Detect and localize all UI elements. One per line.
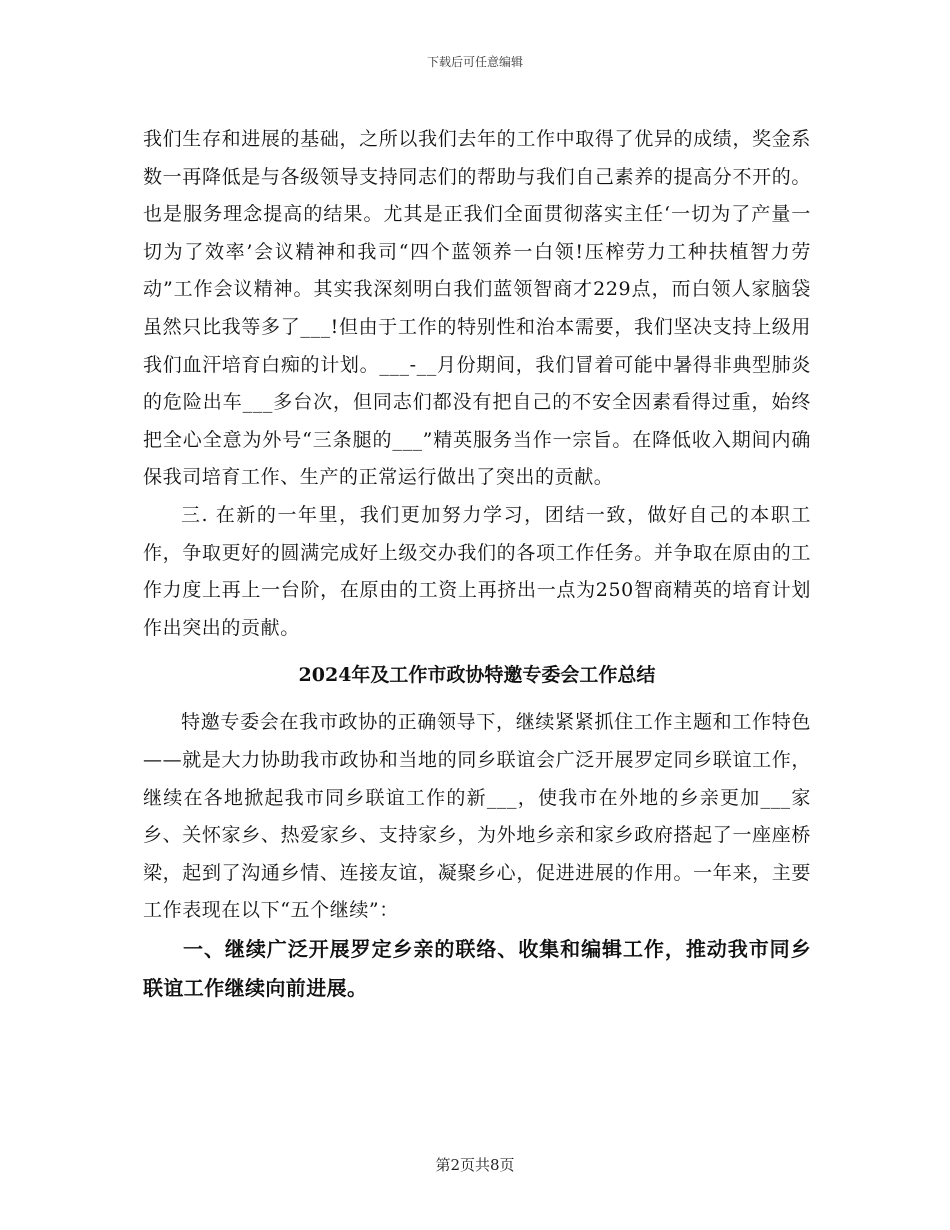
header-note: 下载后可任意编辑 — [426, 55, 523, 69]
page-number: 第2页共8页 — [435, 1156, 515, 1174]
body-paragraph-3: 特邀专委会在我市政协的正确领导下，继续紧紧抓住工作主题和工作特色——就是大力协助我市政协和当地的同乡联谊会广泛开展罗定同乡联谊工作，继续在各地掀起我市同乡联谊工作的新___，使我市在外地的乡亲更加___家乡、关怀家乡、热爱家乡、支持家乡，为外地乡亲和家乡政府搭起了一座座桥梁，起到了沟通乡情、连接友谊，凝聚乡心，促进进展的作用。一年来，主要工作表现在以下“五个继续”： — [143, 711, 811, 922]
section-title: 2024年及工作市政协特邀专委会工作总结 — [298, 664, 656, 687]
body-paragraph-1: 我们生存和进展的基础，之所以我们去年的工作中取得了优异的成绩，奖金系数一再降低是与各级领导支持同志们的帮助与我们自己素养的提高分不开的。也是服务理念提高的结果。尤其是正我们全面贯彻落实主任‘一切为了产量一切为了效率’会议精神和我司“四个蓝领养一白领!压榨劳力工种扶植智力劳动”工作会议精神。其实我深刻明白我们蓝领智商才229点，而白领人家脑袋虽然只比我等多了___!但由于工作的特别性和治本需要，我们坚决支持上级用我们血汗培育白痴的计划。___-__月份期间，我们冒着可能中暑得非典型肺炎的危险出车___多台次，但同志们都没有把自己的不安全因素看得过重，始终把全心全意为外号“三条腿的___”精英服务当作一宗旨。在降低收入期间内确保我司培育工作、生产的正常运行做出了突出的贡献。 — [143, 128, 811, 489]
document-body — [143, 121, 811, 1008]
bold-heading-paragraph: 一、继续广泛开展罗定乡亲的联络、收集和编辑工作，推动我市同乡联谊工作继续向前进展。 — [143, 936, 811, 1000]
body-paragraph-2: 三. 在新的一年里，我们更加努力学习，团结一致，做好自己的本职工作，争取更好的圆满完成好上级交办我们的各项工作任务。并争取在原由的工作力度上再上一台阶，在原由的工资上再挤出一点为250智商精英的培育计划作出突出的贡献。 — [143, 503, 811, 639]
